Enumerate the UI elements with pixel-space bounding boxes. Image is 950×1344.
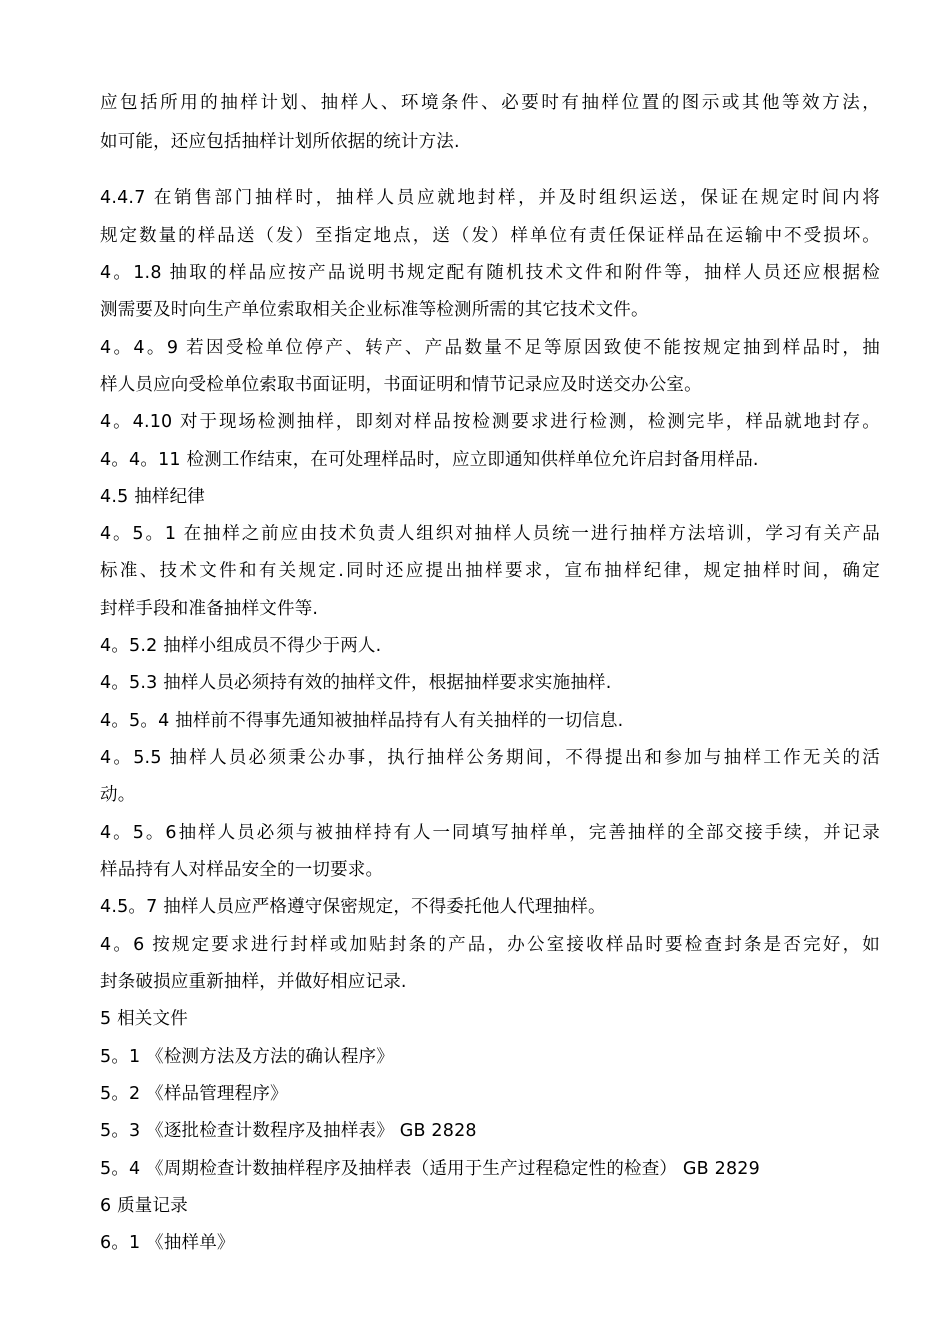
text-line: 4.4.7 在销售部门抽样时，抽样人员应就地封样，并及时组织运送，保证在规定时间内将	[100, 188, 880, 208]
text-line: 封样手段和准备抽样文件等.	[100, 599, 319, 619]
text-line: 4.5。7 抽样人员应严格遵守保密规定，不得委托他人代理抽样。	[100, 897, 606, 917]
text-line: 5。4 《周期检查计数抽样程序及抽样表（适用于生产过程稳定性的检查） GB 2829	[100, 1159, 760, 1179]
text-line: 4。5.3 抽样人员必须持有效的抽样文件，根据抽样要求实施抽样.	[100, 673, 612, 693]
text-line: 4。4。9 若因受检单位停产、转产、产品数量不足等原因致使不能按规定抽到样品时，抽	[100, 338, 880, 358]
text-line: 样品持有人对样品安全的一切要求。	[100, 860, 384, 880]
text-line: 5。3 《逐批检查计数程序及抽样表》 GB 2828	[100, 1121, 477, 1141]
text-line: 6。1 《抽样单》	[100, 1233, 235, 1253]
text-line: 如可能，还应包括抽样计划所依据的统计方法.	[100, 132, 460, 152]
text-line: 封条破损应重新抽样，并做好相应记录.	[100, 972, 407, 992]
text-line: 4。5。6抽样人员必须与被抽样持有人一同填写抽样单，完善抽样的全部交接手续，并记录	[100, 823, 880, 843]
text-line: 测需要及时向生产单位索取相关企业标准等检测所需的其它技术文件。	[100, 300, 649, 320]
text-line: 4。6 按规定要求进行封样或加贴封条的产品，办公室接收样品时要检查封条是否完好，如	[100, 935, 880, 955]
text-line: 规定数量的样品送（发）至指定地点，送（发）样单位有责任保证样品在运输中不受损坏。	[100, 226, 880, 246]
section-heading: 4.5 抽样纪律	[100, 487, 205, 507]
text-line: 标准、技术文件和有关规定.同时还应提出抽样要求，宣布抽样纪律，规定抽样时间，确定	[100, 561, 880, 581]
text-line: 4。5.2 抽样小组成员不得少于两人.	[100, 636, 382, 656]
text-line: 动。	[100, 785, 136, 805]
text-line: 4。5.5 抽样人员必须秉公办事，执行抽样公务期间，不得提出和参加与抽样工作无关的活	[100, 748, 880, 768]
text-line: 4。4。11 检测工作结束，在可处理样品时，应立即通知供样单位允许启封备用样品.	[100, 450, 759, 470]
text-line: 4。5。4 抽样前不得事先通知被抽样品持有人有关抽样的一切信息.	[100, 711, 624, 731]
section-heading: 5 相关文件	[100, 1009, 188, 1029]
text-line: 应包括所用的抽样计划、抽样人、环境条件、必要时有抽样位置的图示或其他等效方法，	[100, 93, 880, 113]
text-line: 4。5。1 在抽样之前应由技术负责人组织对抽样人员统一进行抽样方法培训，学习有关产品	[100, 524, 880, 544]
text-line: 4。1.8 抽取的样品应按产品说明书规定配有随机技术文件和附件等，抽样人员还应根据检	[100, 263, 880, 283]
text-line: 样人员应向受检单位索取书面证明，书面证明和情节记录应及时送交办公室。	[100, 375, 702, 395]
text-line: 5。2 《样品管理程序》	[100, 1084, 288, 1104]
text-line: 5。1 《检测方法及方法的确认程序》	[100, 1047, 394, 1067]
section-heading: 6 质量记录	[100, 1196, 188, 1216]
text-line: 4。4.10 对于现场检测抽样，即刻对样品按检测要求进行检测，检测完毕，样品就地封存。	[100, 412, 880, 432]
